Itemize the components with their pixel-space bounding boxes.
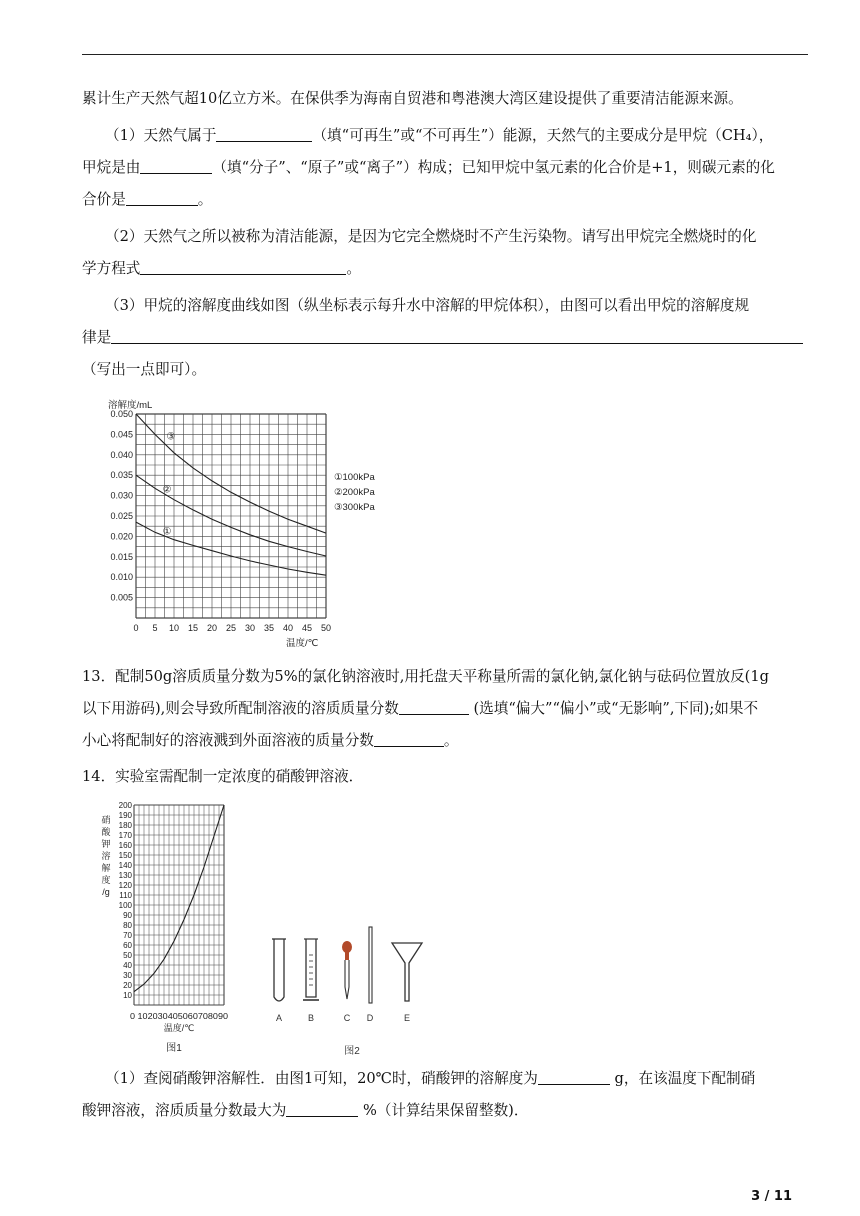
- x-tick-label: 5: [152, 623, 158, 633]
- apparatus-label: D: [366, 1013, 374, 1023]
- page-number: 3 / 11: [751, 1189, 792, 1204]
- question-1-line3: 合价是 。: [82, 191, 213, 208]
- y-axis-label-char: 酸: [101, 827, 111, 837]
- y-tick-label: 0.025: [110, 511, 133, 521]
- question-14-1-line2: 酸钾溶液，溶质质量分数最大为 %（计算结果保留整数)．: [82, 1102, 529, 1119]
- y-tick-label: 170: [118, 831, 132, 840]
- answer-blank[interactable]: [126, 191, 198, 206]
- x-tick-label: 40: [282, 623, 294, 633]
- y-tick-label: 0.020: [110, 531, 133, 542]
- lab-apparatus-figure: [262, 925, 432, 1060]
- y-tick-label: 0.015: [110, 551, 133, 562]
- y-tick-label: 10: [123, 991, 132, 1000]
- y-tick-label: 140: [118, 861, 132, 870]
- answer-blank[interactable]: [140, 159, 212, 174]
- y-tick-label: 30: [123, 971, 132, 980]
- y-tick-label: 0.040: [110, 449, 133, 460]
- x-tick-label: 50: [320, 623, 332, 633]
- answer-blank[interactable]: [111, 329, 803, 344]
- question-14-1-line1: （1）查阅硝酸钾溶解性．由图1可知，20℃时，硝酸钾的溶解度为 g，在该温度下配制硝: [105, 1070, 756, 1087]
- answer-blank[interactable]: [399, 700, 469, 715]
- y-axis-label-char: 度: [101, 875, 111, 885]
- y-tick-label: 200: [118, 801, 132, 810]
- question-3-line1: （3）甲烷的溶解度曲线如图（纵坐标表示每升水中溶解的甲烷体积），由图可以看出甲烷的溶解度规: [105, 297, 750, 314]
- y-tick-label: 40: [123, 961, 132, 970]
- curve-label: ②: [162, 484, 172, 496]
- question-13-line3: 小心将配制好的溶液溅到外面溶液的质量分数 。: [82, 732, 459, 749]
- apparatus-label: C: [343, 1013, 351, 1023]
- question-14-title: 14．实验室需配制一定浓度的硝酸钾溶液．: [82, 768, 364, 785]
- apparatus-label: B: [307, 1013, 315, 1023]
- y-axis-label-char: 解: [101, 863, 111, 873]
- y-axis-label-char: 溶: [101, 851, 111, 861]
- question-1-line1: （1）天然气属于 （填“可再生”或“不可再生”）能源，天然气的主要成分是甲烷（CH₄），: [105, 127, 774, 144]
- question-1-line2: 甲烷是由 （填“分子”、“原子”或“离子”）构成；已知甲烷中氢元素的化合价是+1，则碳元素的化: [82, 159, 775, 176]
- y-tick-label: 0.050: [110, 409, 133, 419]
- y-tick-label: 0.035: [110, 470, 133, 481]
- y-tick-label: 60: [123, 941, 132, 950]
- y-tick-label: 100: [118, 901, 132, 910]
- y-tick-label: 160: [118, 841, 132, 850]
- y-tick-label: 120: [118, 881, 132, 890]
- legend-entry: ②200kPa: [334, 487, 375, 498]
- curve-label: ①: [162, 526, 172, 538]
- y-axis-label-char: 钾: [101, 839, 111, 849]
- funnel-icon: [392, 943, 422, 1001]
- apparatus-label: A: [275, 1013, 283, 1023]
- y-tick-label: 20: [123, 981, 132, 990]
- y-axis-label-char: /g: [102, 887, 110, 897]
- methane-solubility-chart: [100, 393, 400, 648]
- x-tick-label: 35: [263, 623, 275, 633]
- y-tick-label: 0.030: [110, 490, 133, 501]
- answer-blank[interactable]: [374, 732, 444, 747]
- answer-blank[interactable]: [140, 260, 346, 275]
- y-tick-label: 150: [118, 851, 132, 860]
- y-tick-label: 80: [123, 921, 132, 930]
- y-tick-label: 0.005: [110, 592, 133, 603]
- x-axis-label: 温度/℃: [163, 1023, 195, 1033]
- y-tick-label: 90: [123, 911, 132, 920]
- apparatus-label: E: [403, 1013, 411, 1023]
- graduated-cylinder-icon: [303, 939, 319, 1000]
- header-rule: [82, 54, 808, 55]
- answer-blank[interactable]: [538, 1070, 610, 1085]
- kno3-solubility-chart: [98, 798, 243, 1060]
- paragraph-intro: 累计生产天然气超10亿立方米。在保供季为海南自贸港和粤港澳大湾区建设提供了重要清洁能源来源。: [82, 90, 743, 107]
- question-13-line2: 以下用游码),则会导致所配制溶液的溶质质量分数 (选填“偏大”“偏小”或“无影响”,下同);如果不: [82, 700, 759, 717]
- test-tube-icon: [272, 939, 286, 1001]
- x-tick-label: 0: [133, 623, 139, 633]
- y-axis-label: 溶解度/mL: [108, 400, 153, 411]
- question-13-line1: 13．配制50g溶质质量分数为5%的氯化钠溶液时,用托盘天平称量所需的氯化钠,氯化钠与砝码位置放反(1g: [82, 668, 769, 685]
- x-tick-label: 20: [206, 623, 218, 633]
- y-tick-label: 190: [118, 811, 132, 820]
- y-tick-label: 130: [118, 871, 132, 880]
- y-tick-label: 0.010: [110, 572, 133, 583]
- question-3-line2: 律是: [82, 328, 803, 348]
- y-tick-label: 110: [119, 891, 132, 900]
- glass-rod-icon: [369, 927, 372, 1003]
- x-tick-label: 25: [225, 623, 237, 633]
- legend-entry: ①100kPa: [334, 472, 375, 483]
- x-axis-label: 温度/℃: [286, 638, 319, 648]
- y-axis-label-char: 硝: [101, 815, 111, 825]
- x-tick-label: 45: [301, 623, 313, 633]
- curve-label: ③: [166, 431, 176, 443]
- question-2-line2: 学方程式 。: [82, 260, 361, 277]
- answer-blank[interactable]: [216, 127, 312, 142]
- y-tick-label: 180: [118, 821, 132, 830]
- figure-2-caption: 图2: [344, 1046, 360, 1057]
- x-tick-label: 15: [187, 623, 199, 633]
- y-tick-label: 50: [123, 951, 132, 960]
- question-2-line1: （2）天然气之所以被称为清洁能源，是因为它完全燃烧时不产生污染物。请写出甲烷完全燃烧时的化: [105, 228, 757, 245]
- dropper-icon: [342, 941, 352, 999]
- x-tick-label: 10: [168, 623, 180, 633]
- question-3-line3: （写出一点即可）。: [82, 361, 207, 378]
- answer-blank[interactable]: [286, 1102, 358, 1117]
- x-tick-label: 30: [244, 623, 256, 633]
- legend-entry: ③300kPa: [334, 502, 375, 513]
- x-tick-label: 0 102030405060708090: [130, 1012, 229, 1021]
- y-tick-label: 0.045: [110, 429, 133, 440]
- figure-1-caption: 图1: [166, 1043, 182, 1054]
- y-tick-label: 70: [123, 931, 132, 940]
